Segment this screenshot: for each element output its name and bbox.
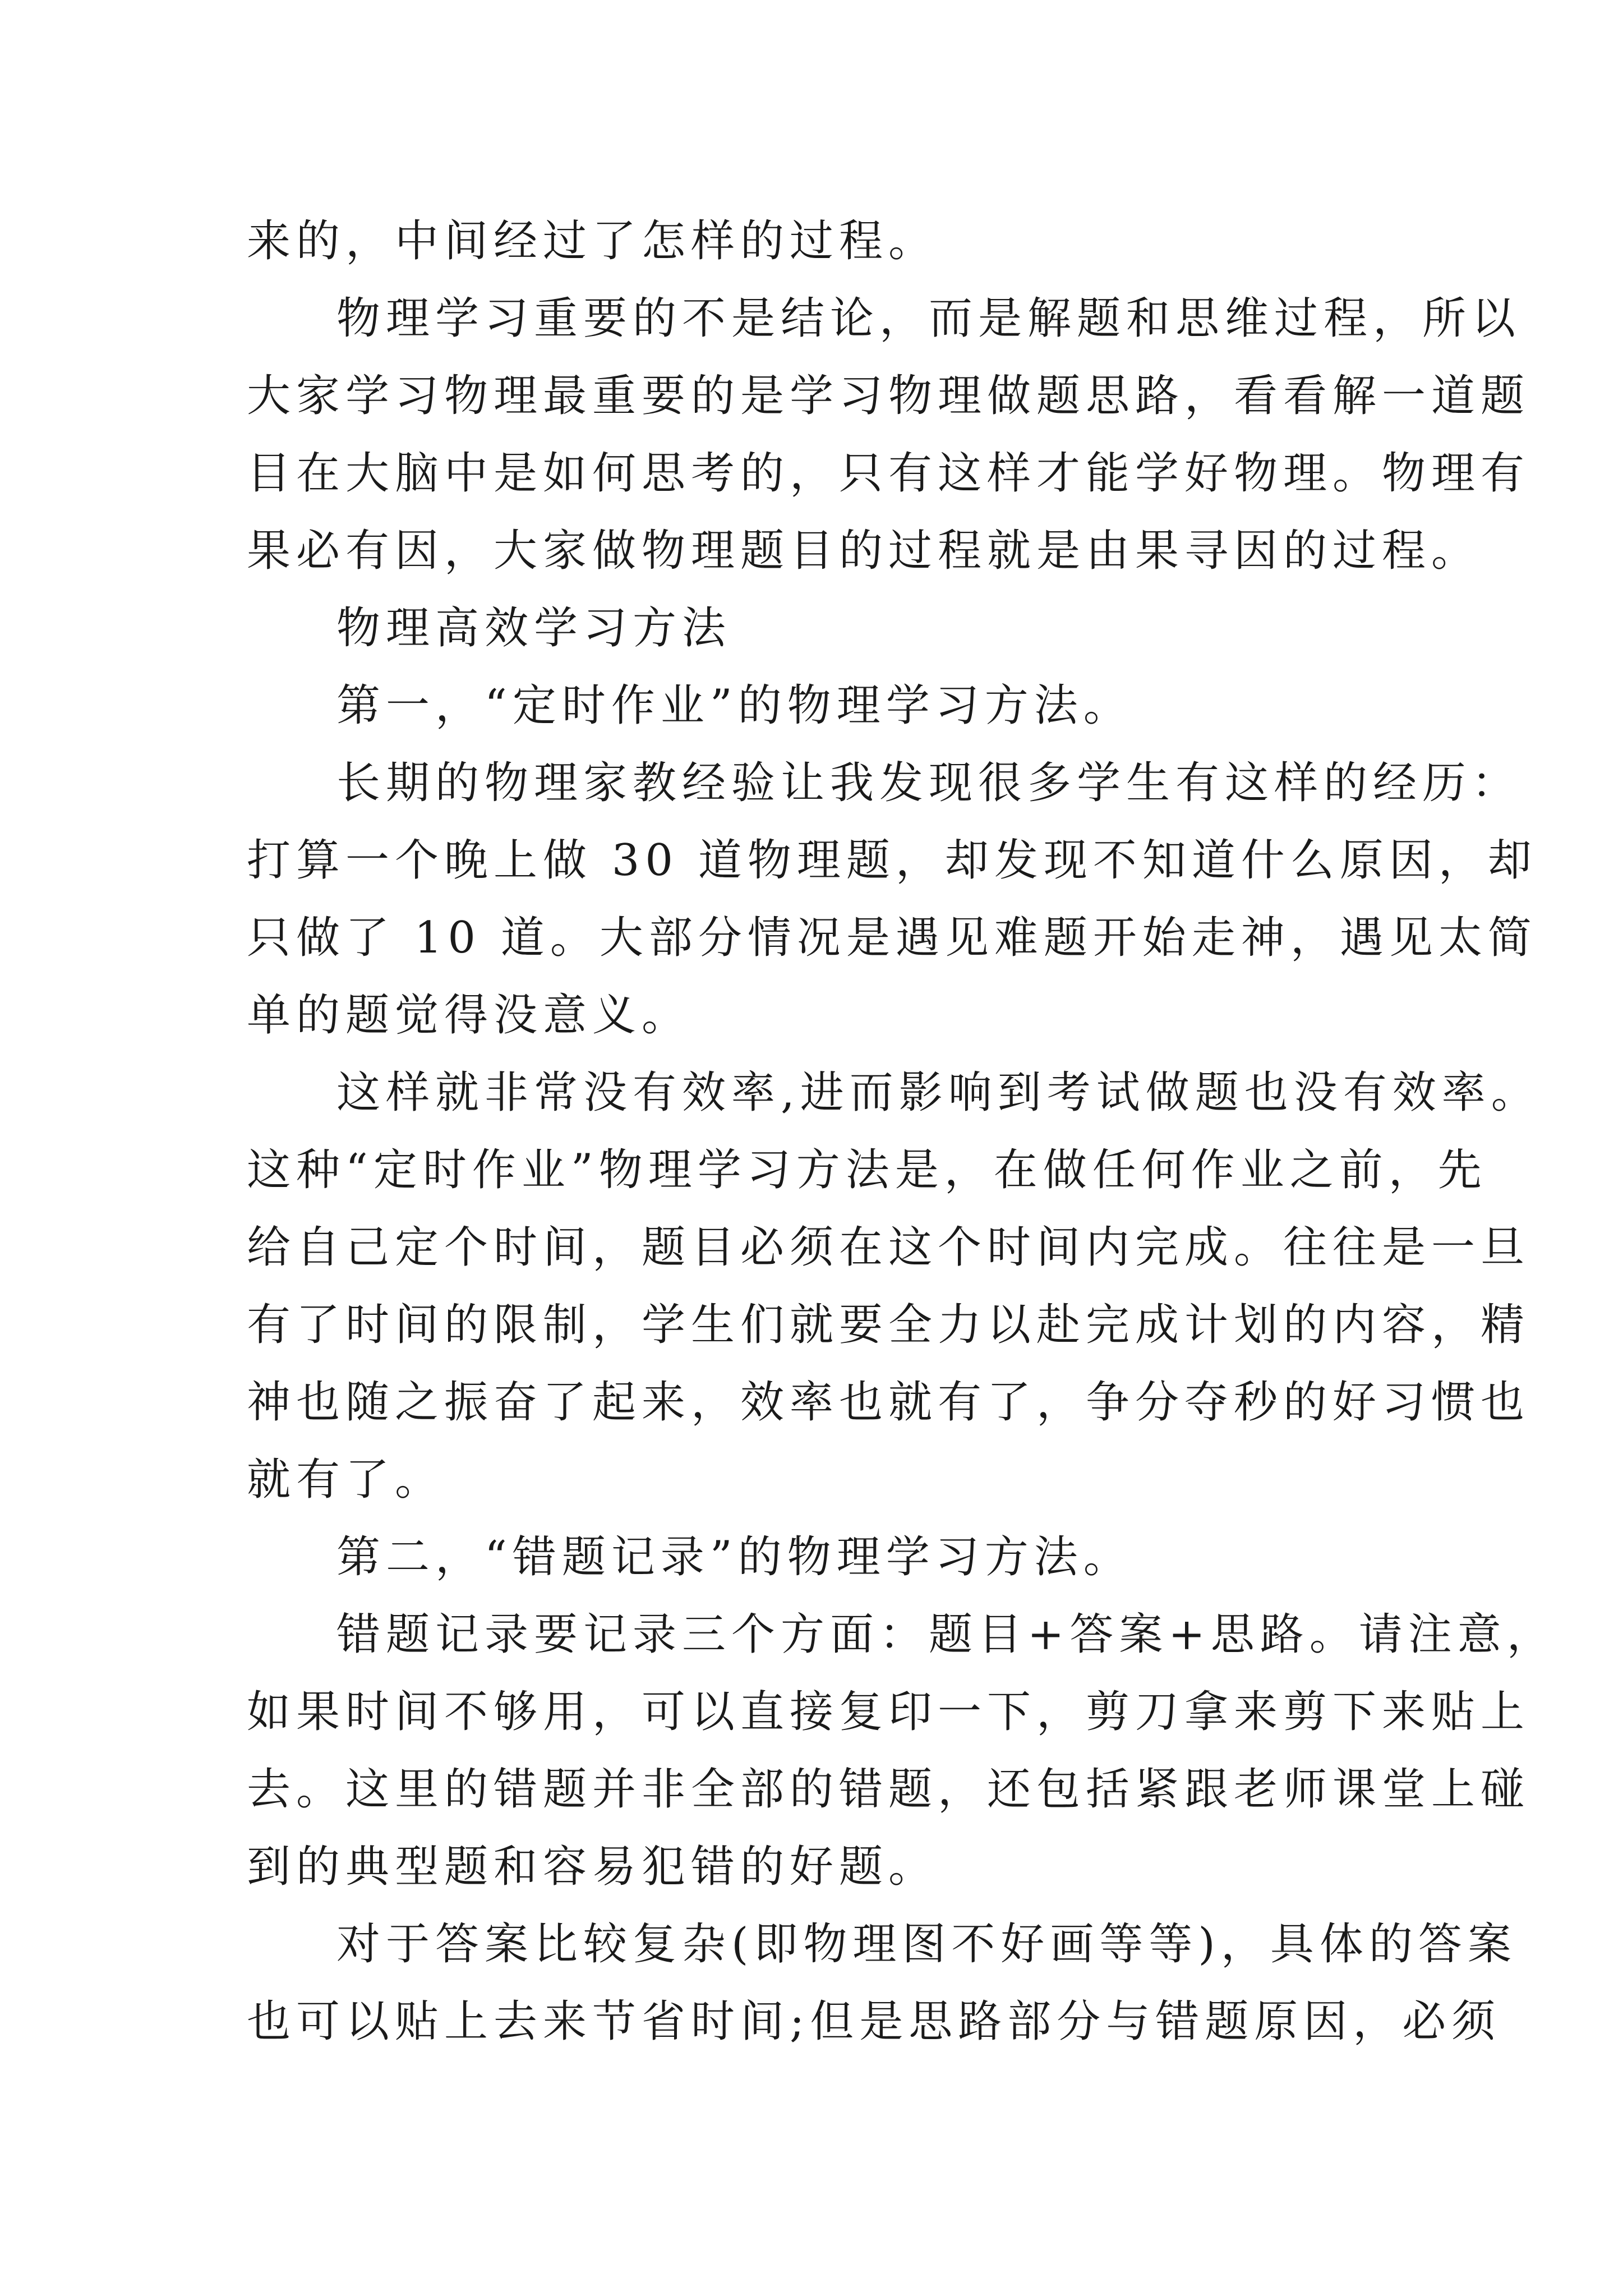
text-line: 目在大脑中是如何思考的，只有这样才能学好物理。物理有 xyxy=(247,448,1530,499)
text-line: 物理学习重要的不是结论，而是解题和思维过程，所以 xyxy=(336,293,1521,344)
text-line: 长期的物理家教经验让我发现很多学生有这样的经历： xyxy=(336,758,1521,808)
text-line: 来的，中间经过了怎样的过程。 xyxy=(247,216,938,266)
text-line: 到的典型题和容易犯错的好题。 xyxy=(247,1842,938,1892)
section-heading: 物理高效学习方法 xyxy=(336,603,732,654)
text-line: 神也随之振奋了起来，效率也就有了，争分夺秒的好习惯也 xyxy=(247,1377,1530,1428)
text-line: 只做了 10 道。大部分情况是遇见难题开始走神，遇见太简 xyxy=(247,913,1537,963)
text-line: 如果时间不够用，可以直接复印一下，剪刀拿来剪下来贴上 xyxy=(247,1687,1530,1737)
text-line: 单的题觉得没意义。 xyxy=(247,990,691,1041)
text-line: 这样就非常没有效率,进而影响到考试做题也没有效率。 xyxy=(336,1068,1541,1118)
text-line: 也可以贴上去来节省时间;但是思路部分与错题原因，必须 xyxy=(247,1996,1501,2047)
text-line: 对于答案比较复杂(即物理图不好画等等)，具体的答案 xyxy=(336,1919,1517,1970)
text-line: 果必有因，大家做物理题目的过程就是由果寻因的过程。 xyxy=(247,526,1481,576)
text-line: 这种“定时作业”物理学习方法是，在做任何作业之前，先 xyxy=(247,1145,1487,1195)
text-line: 给自己定个时间，题目必须在这个时间内完成。往往是一旦 xyxy=(247,1222,1530,1273)
subsection-heading: 第二，“错题记录”的物理学习方法。 xyxy=(336,1532,1133,1582)
subsection-heading: 第一，“定时作业”的物理学习方法。 xyxy=(336,680,1133,731)
text-line: 打算一个晚上做 30 道物理题，却发现不知道什么原因，却 xyxy=(247,835,1537,886)
text-line: 大家学习物理最重要的是学习物理做题思路，看看解一道题 xyxy=(247,371,1530,421)
text-line: 去。这里的错题并非全部的错题，还包括紧跟老师课堂上碰 xyxy=(247,1764,1530,1815)
text-line: 有了时间的限制，学生们就要全力以赴完成计划的内容，精 xyxy=(247,1300,1530,1350)
text-line: 就有了。 xyxy=(247,1455,445,1505)
text-line: 错题记录要记录三个方面：题目+答案+思路。请注意， xyxy=(336,1609,1556,1660)
